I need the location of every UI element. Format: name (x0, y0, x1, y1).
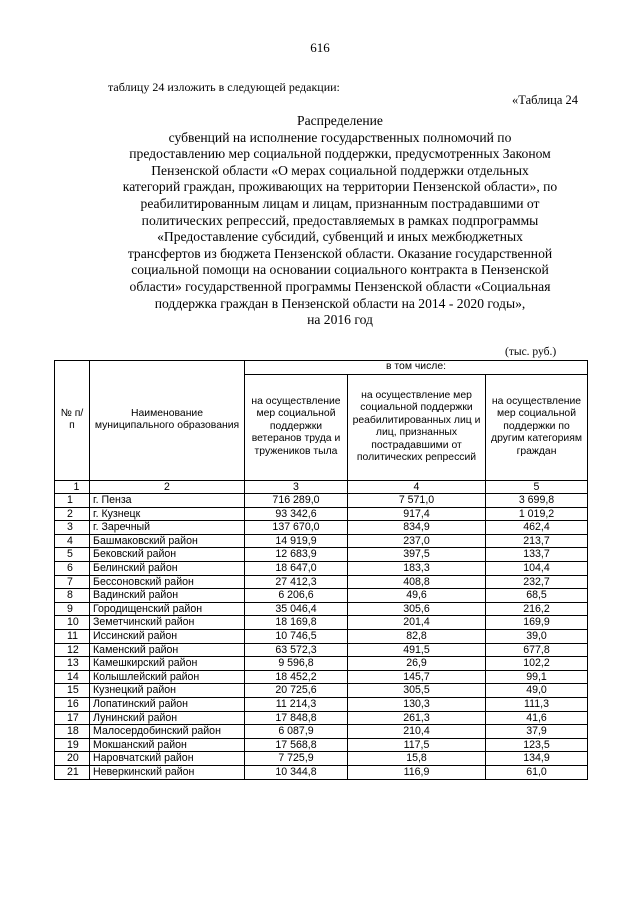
value-rehabilitated: 210,4 (348, 725, 486, 739)
row-number: 13 (55, 657, 90, 671)
column-number: 2 (90, 480, 245, 494)
heading-line: на 2016 год (307, 312, 373, 328)
table-body (55, 480, 588, 779)
value-veterans: 10 344,8 (245, 765, 348, 779)
municipality-name: Наровчатский район (90, 752, 245, 766)
value-other: 677,8 (486, 643, 588, 657)
table-row (55, 684, 588, 698)
row-number: 7 (55, 575, 90, 589)
heading-line: Распределение (297, 113, 383, 128)
municipality-name: Лунинский район (90, 711, 245, 725)
value-veterans: 35 046,4 (245, 602, 348, 616)
value-veterans: 18 169,8 (245, 616, 348, 630)
municipality-name: г. Кузнецк (90, 507, 245, 521)
header-group: в том числе: (245, 361, 588, 375)
table-row (55, 575, 588, 589)
value-veterans: 17 568,8 (245, 738, 348, 752)
heading-line: реабилитированным лицам и лицам, признанным пострадавшими от (140, 195, 540, 211)
row-number: 10 (55, 616, 90, 630)
value-other: 3 699,8 (486, 494, 588, 508)
municipality-name: Земетчинский район (90, 616, 245, 630)
value-other: 104,4 (486, 562, 588, 576)
municipality-name: Каменский район (90, 643, 245, 657)
value-rehabilitated: 305,6 (348, 602, 486, 616)
value-other: 133,7 (486, 548, 588, 562)
value-other: 68,5 (486, 589, 588, 603)
table-row (55, 589, 588, 603)
row-number: 6 (55, 562, 90, 576)
row-number: 11 (55, 630, 90, 644)
value-other: 61,0 (486, 765, 588, 779)
municipality-name: Лопатинский район (90, 698, 245, 712)
municipality-name: Камешкирский район (90, 657, 245, 671)
row-number: 12 (55, 643, 90, 657)
value-rehabilitated: 130,3 (348, 698, 486, 712)
municipality-name: Иссинский район (90, 630, 245, 644)
table-row (55, 643, 588, 657)
column-number: 5 (486, 480, 588, 494)
value-rehabilitated: 183,3 (348, 562, 486, 576)
heading-line: социальной помощи на основании социального контракта в Пензенской (131, 262, 549, 278)
value-rehabilitated: 145,7 (348, 670, 486, 684)
value-rehabilitated: 491,5 (348, 643, 486, 657)
value-other: 232,7 (486, 575, 588, 589)
value-other: 99,1 (486, 670, 588, 684)
value-veterans: 27 412,3 (245, 575, 348, 589)
table-row (55, 725, 588, 739)
value-other: 102,2 (486, 657, 588, 671)
row-number: 17 (55, 711, 90, 725)
value-other: 216,2 (486, 602, 588, 616)
value-veterans: 716 289,0 (245, 494, 348, 508)
row-number: 1 (55, 494, 90, 508)
table-row (55, 534, 588, 548)
header-number: № п/п (55, 361, 90, 481)
column-number: 1 (55, 480, 90, 494)
value-other: 134,9 (486, 752, 588, 766)
header-col4: на осуществление мер социальной поддержки реабилитированных лиц и лиц, признанных пострадавшими от политических репрессий (348, 374, 486, 480)
table-row (55, 548, 588, 562)
municipality-name: Городищенский район (90, 602, 245, 616)
municipality-name: Белинский район (90, 562, 245, 576)
value-veterans: 17 848,8 (245, 711, 348, 725)
municipality-name: Вадинский район (90, 589, 245, 603)
value-rehabilitated: 26,9 (348, 657, 486, 671)
heading-line: субвенций на исполнение государственных полномочий по (168, 129, 512, 145)
value-other: 37,9 (486, 725, 588, 739)
row-number: 15 (55, 684, 90, 698)
municipality-name: Бессоновский район (90, 575, 245, 589)
municipality-name: г. Заречный (90, 521, 245, 535)
value-veterans: 7 725,9 (245, 752, 348, 766)
value-other: 49,0 (486, 684, 588, 698)
heading-line: трансфертов из бюджета Пензенской области. Оказание государственной (127, 245, 553, 261)
value-rehabilitated: 408,8 (348, 575, 486, 589)
value-rehabilitated: 82,8 (348, 630, 486, 644)
column-numbers-row (55, 480, 588, 494)
table-row (55, 521, 588, 535)
column-number: 4 (348, 480, 486, 494)
row-number: 18 (55, 725, 90, 739)
value-veterans: 93 342,6 (245, 507, 348, 521)
table-reference: «Таблица 24 (512, 93, 578, 107)
document-heading (80, 113, 600, 329)
table-row (55, 494, 588, 508)
municipality-name: Башмаковский район (90, 534, 245, 548)
value-other: 462,4 (486, 521, 588, 535)
row-number: 16 (55, 698, 90, 712)
value-other: 169,9 (486, 616, 588, 630)
municipality-name: Малосердобинский район (90, 725, 245, 739)
value-veterans: 20 725,6 (245, 684, 348, 698)
table-row (55, 738, 588, 752)
value-veterans: 6 206,6 (245, 589, 348, 603)
table-row (55, 670, 588, 684)
value-veterans: 6 087,9 (245, 725, 348, 739)
value-rehabilitated: 49,6 (348, 589, 486, 603)
value-veterans: 11 214,3 (245, 698, 348, 712)
table-row (55, 711, 588, 725)
value-other: 39,0 (486, 630, 588, 644)
header-name: Наименование муниципального образования (90, 361, 245, 481)
row-number: 8 (55, 589, 90, 603)
table-row (55, 562, 588, 576)
distribution-table (54, 360, 588, 780)
value-other: 41,6 (486, 711, 588, 725)
value-veterans: 63 572,3 (245, 643, 348, 657)
row-number: 4 (55, 534, 90, 548)
value-other: 1 019,2 (486, 507, 588, 521)
table-row (55, 616, 588, 630)
table-row (55, 507, 588, 521)
municipality-name: Колышлейский район (90, 670, 245, 684)
value-veterans: 18 647,0 (245, 562, 348, 576)
value-rehabilitated: 305,5 (348, 684, 486, 698)
value-other: 111,3 (486, 698, 588, 712)
table-row (55, 765, 588, 779)
row-number: 21 (55, 765, 90, 779)
value-rehabilitated: 834,9 (348, 521, 486, 535)
table-row (55, 630, 588, 644)
row-number: 14 (55, 670, 90, 684)
row-number: 20 (55, 752, 90, 766)
value-veterans: 14 919,9 (245, 534, 348, 548)
value-other: 213,7 (486, 534, 588, 548)
value-rehabilitated: 237,0 (348, 534, 486, 548)
column-number: 3 (245, 480, 348, 494)
row-number: 5 (55, 548, 90, 562)
heading-line: предоставлению мер социальной поддержки, предусмотренных Законом (129, 146, 551, 162)
table-row (55, 657, 588, 671)
heading-line: области» государственной программы Пензенской области «Социальная (129, 278, 551, 294)
value-rehabilitated: 116,9 (348, 765, 486, 779)
row-number: 3 (55, 521, 90, 535)
value-other: 123,5 (486, 738, 588, 752)
header-col5: на осуществление мер социальной поддержки по другим категориям граждан (486, 374, 588, 480)
municipality-name: Бековский район (90, 548, 245, 562)
value-veterans: 10 746,5 (245, 630, 348, 644)
row-number: 19 (55, 738, 90, 752)
value-veterans: 18 452,2 (245, 670, 348, 684)
table-row (55, 602, 588, 616)
units-label: (тыс. руб.) (505, 346, 557, 358)
heading-line: политических репрессий, предоставляемых в рамках подпрограммы (141, 212, 539, 228)
page-number: 616 (310, 40, 330, 55)
heading-line: поддержка граждан в Пензенской области на 2014 - 2020 годы», (154, 295, 526, 311)
row-number: 2 (55, 507, 90, 521)
intro-text: таблицу 24 изложить в следующей редакции: (108, 80, 340, 94)
value-rehabilitated: 397,5 (348, 548, 486, 562)
municipality-name: Кузнецкий район (90, 684, 245, 698)
heading-line: «Предоставление субсидий, субвенций и иных межбюджетных (157, 229, 523, 245)
header-col3: на осуществление мер социальной поддержки ветеранов труда и тружеников тыла (245, 374, 348, 480)
value-veterans: 12 683,9 (245, 548, 348, 562)
table-row (55, 752, 588, 766)
value-rehabilitated: 201,4 (348, 616, 486, 630)
row-number: 9 (55, 602, 90, 616)
municipality-name: Мокшанский район (90, 738, 245, 752)
municipality-name: Неверкинский район (90, 765, 245, 779)
value-rehabilitated: 15,8 (348, 752, 486, 766)
heading-line: Пензенской области «О мерах социальной поддержки отдельных (151, 162, 529, 178)
value-rehabilitated: 261,3 (348, 711, 486, 725)
heading-line: категорий граждан, проживающих на территории Пензенской области», по (122, 179, 558, 195)
value-rehabilitated: 117,5 (348, 738, 486, 752)
value-rehabilitated: 917,4 (348, 507, 486, 521)
value-veterans: 137 670,0 (245, 521, 348, 535)
value-veterans: 9 596,8 (245, 657, 348, 671)
value-rehabilitated: 7 571,0 (348, 494, 486, 508)
municipality-name: г. Пенза (90, 494, 245, 508)
table-row (55, 698, 588, 712)
